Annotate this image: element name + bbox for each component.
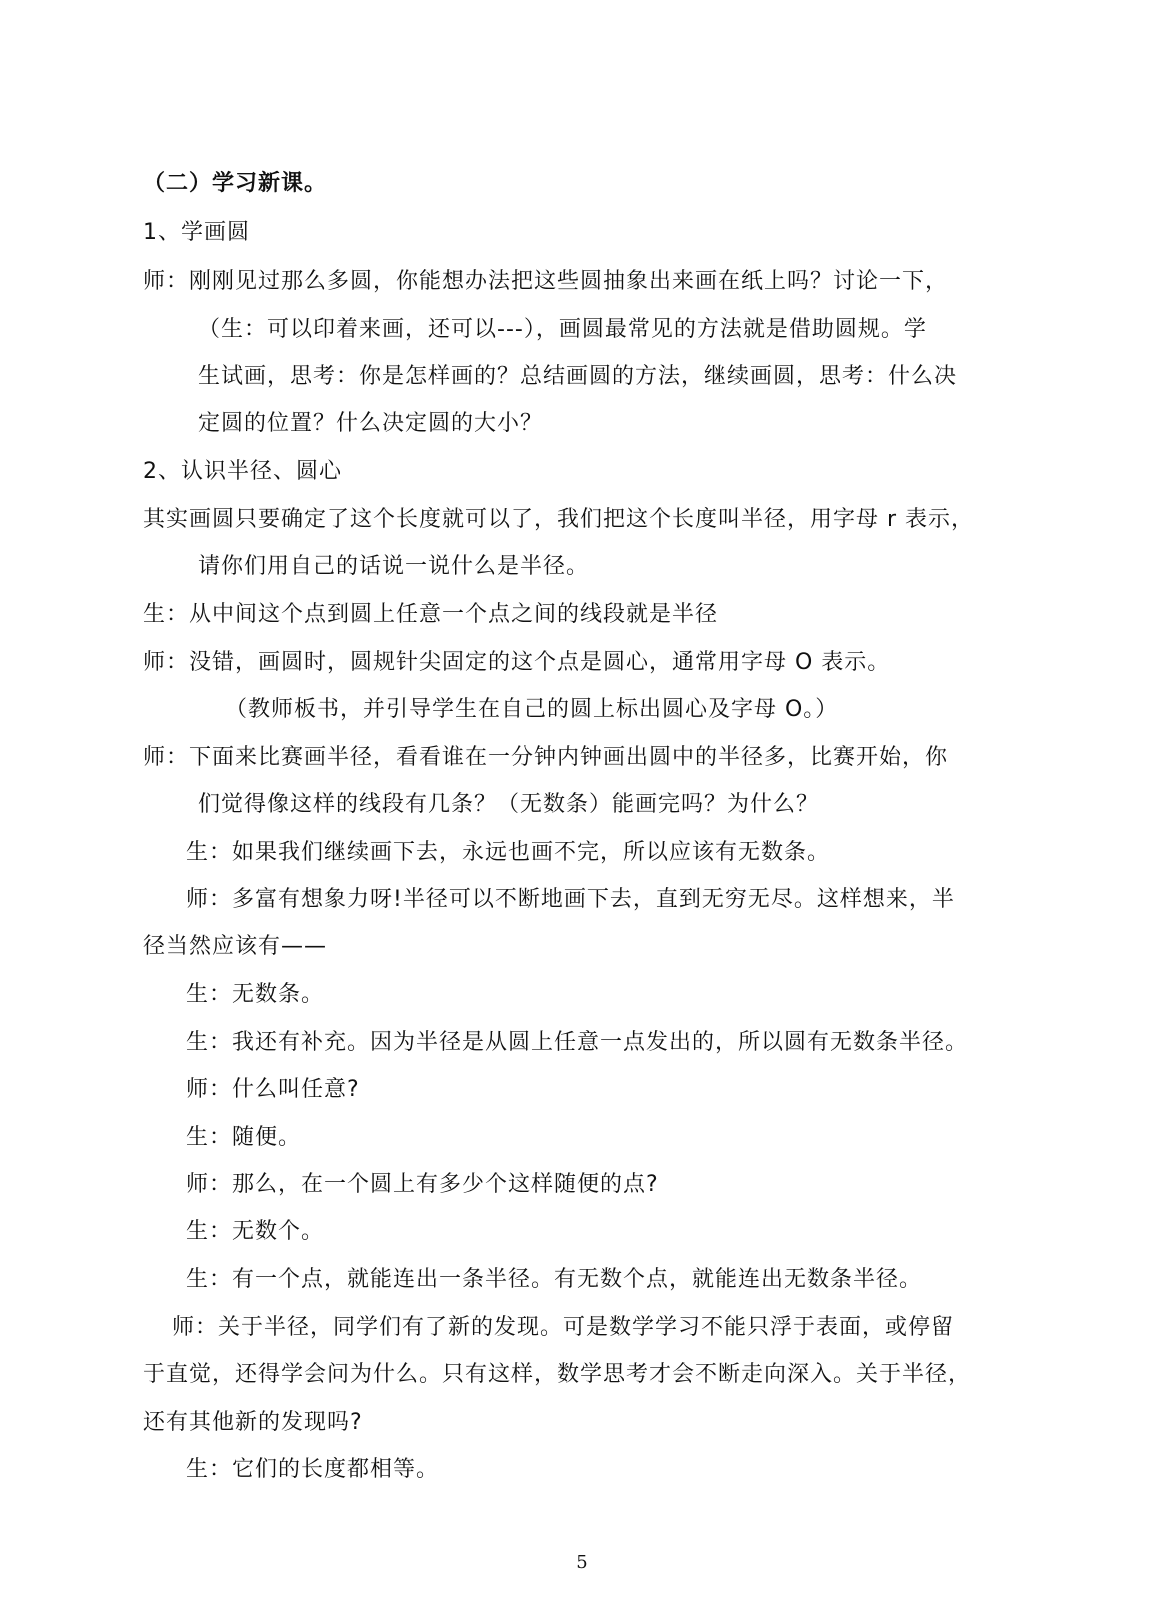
text-line: 生：它们的长度都相等。 [186,1457,440,1482]
text-line: 生试画，思考：你是怎样画的？总结画圆的方法，继续画圆，思考：什么决 [198,364,958,389]
text-line: 师：没错，画圆时，圆规针尖固定的这个点是圆心，通常用字母 O 表示。 [143,650,891,675]
text-line: 生：我还有补充。因为半径是从圆上任意一点发出的，所以圆有无数条半径。 [186,1030,969,1055]
text-line: （生：可以印着来画，还可以---），画圆最常见的方法就是借助圆规。学 [198,317,927,342]
text-line: 师：多富有想象力呀!半径可以不断地画下去，直到无穷无尽。这样想来，半 [186,887,955,912]
text-line: 径当然应该有—— [143,934,328,959]
text-line: 生：无数个。 [186,1219,325,1244]
text-line: 师：下面来比赛画半径，看看谁在一分钟内钟画出圆中的半径多，比赛开始，你 [143,745,949,770]
text-line: 生：随便。 [186,1125,302,1150]
text-line: 其实画圆只要确定了这个长度就可以了，我们把这个长度叫半径，用字母 r 表示， [143,507,975,532]
page-number: 5 [576,1552,588,1573]
text-line: 生：有一个点，就能连出一条半径。有无数个点，就能连出无数条半径。 [186,1267,923,1292]
text-line: 生：如果我们继续画下去，永远也画不完，所以应该有无数条。 [186,840,831,865]
text-line: 还有其他新的发现吗? [143,1410,363,1435]
subheading-draw-circle: 1、学画圆 [143,220,250,245]
text-line: 生：无数条。 [186,982,325,1007]
text-line: 生：从中间这个点到圆上任意一个点之间的线段就是半径 [143,602,719,627]
text-line: 于直觉，还得学会问为什么。只有这样，数学思考才会不断走向深入。关于半径， [143,1362,972,1387]
text-line: 师：刚刚见过那么多圆，你能想办法把这些圆抽象出来画在纸上吗？讨论一下， [143,269,949,294]
text-line: 师：关于半径，同学们有了新的发现。可是数学学习不能只浮于表面，或停留 [172,1315,955,1340]
subheading-radius-center: 2、认识半径、圆心 [143,459,342,484]
text-line: 师：什么叫任意? [186,1077,360,1102]
text-line: 请你们用自己的话说一说什么是半径。 [198,554,590,579]
section-heading: （二）学习新课。 [143,171,328,196]
text-line: 们觉得像这样的线段有几条？（无数条）能画完吗？为什么？ [198,792,820,817]
text-line: 定圆的位置？什么决定圆的大小？ [198,411,544,436]
text-line: 师：那么，在一个圆上有多少个这样随便的点? [186,1172,659,1197]
text-line: （教师板书，并引导学生在自己的圆上标出圆心及字母 O。） [225,697,839,722]
